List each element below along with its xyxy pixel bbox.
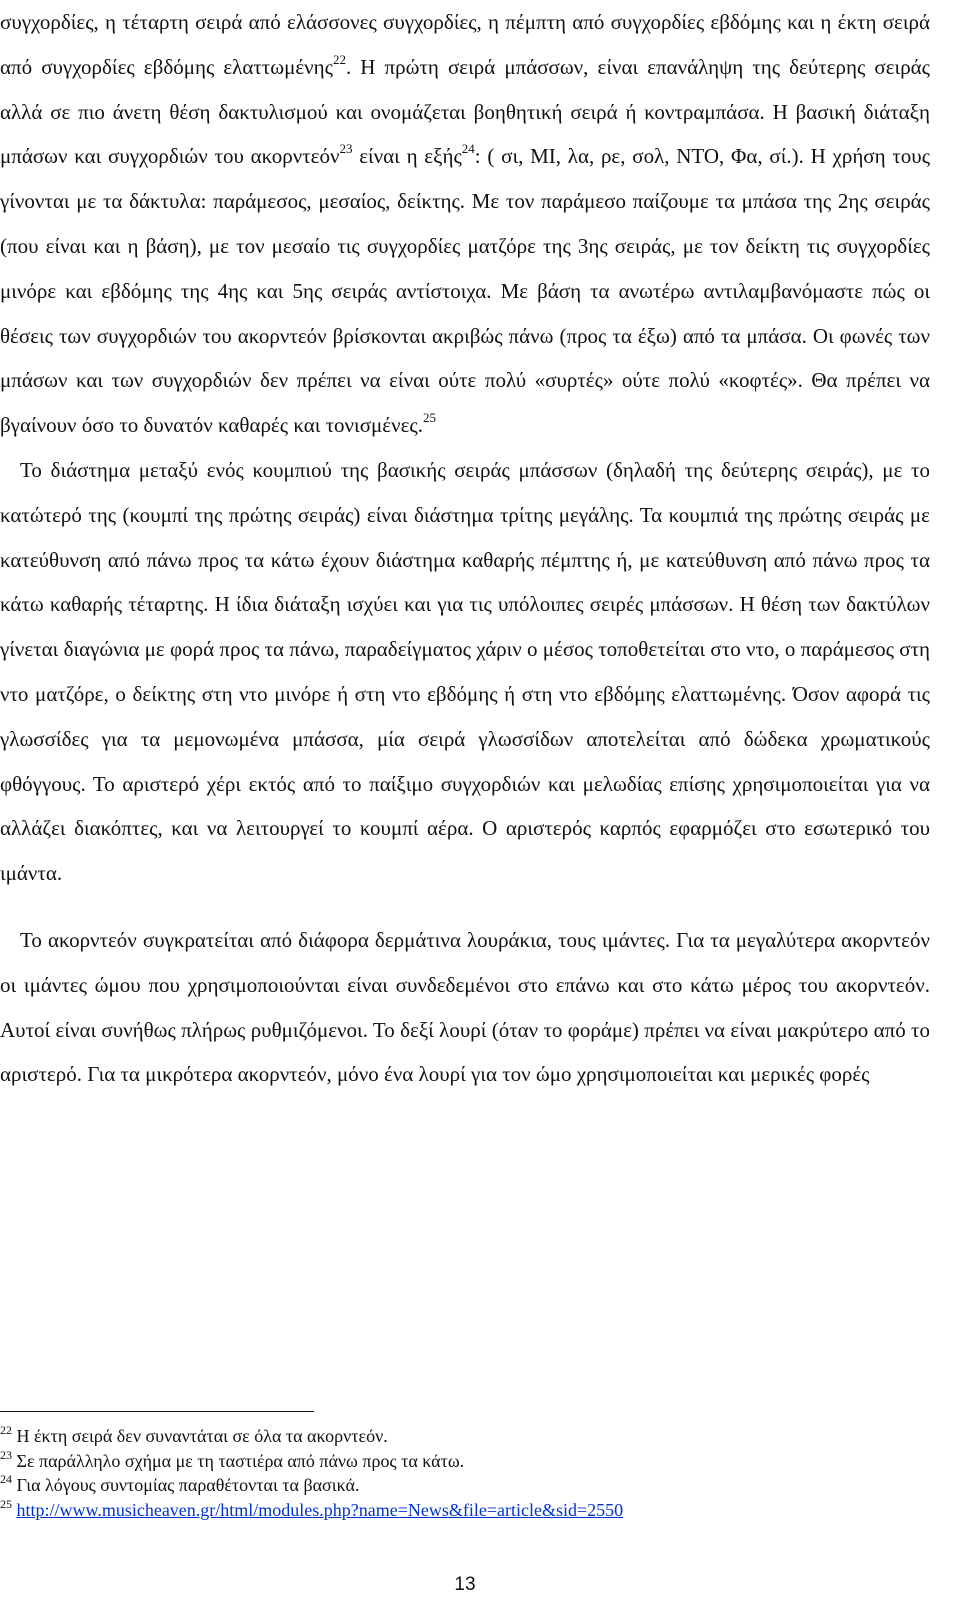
paragraph-2: Το διάστημα μεταξύ ενός κουμπιού της βασικής σειράς μπάσσων (δηλαδή της δεύτερης σειράς), με το κατώτερό της (κουμπί της πρώτης σειράς) είναι διάστημα τρίτης μεγάλης. Τα κουμπιά της πρώτης σειράς με κατεύθυνση από πάνω προς τα κάτω έχουν διάστημα καθαρής πέμπτης ή, με κατεύθυνση από πάνω προς τα κάτω καθαρής τέταρτης. Η ίδια διάταξη ισχύει και για τις υπόλοιπες σειρές μπάσσων. Η θέση των δακτύλων γίνεται διαγώνια με φορά προς τα πάνω, παραδείγματος χάριν ο μέσος τοποθετείται στο ντο, ο παράμεσος στη ντο ματζόρε, ο δείκτης στη ντο μινόρε ή στη ντο εβδόμης ή στη ντο εβδόμης ελαττωμένης. Όσον αφορά τις γλωσσίδες για τα μεμονωμένα μπάσσα, μία σειρά γλωσσίδων αποτελείται από δώδεκα χρωματικούς φθόγγους. Το αριστερό χέρι εκτός από το παίξιμο συγχορδιών και μελωδίας επίσης χρησιμοποιείται για να αλλάζει διακόπτες, και να λειτουργεί το κουμπί αέρα. Ο αριστερός καρπός εφαρμόζει στο εσωτερικό του ιμάντα. (0, 457, 930, 886)
footnote-22 (0, 1424, 930, 1449)
footnote-text: Για λόγους συντομίας παραθέτονται τα βασικά. (16, 1475, 360, 1495)
paragraph-1 (0, 0, 930, 448)
footnote-24 (0, 1473, 930, 1498)
footnote-link[interactable]: http://www.musicheaven.gr/html/modules.php?name=News&file=article&sid=2550 (16, 1499, 624, 1520)
footnote-23 (0, 1449, 930, 1474)
paragraph-1-part-2: . Η πρώτη σειρά μπάσσων, είναι επανάληψη της δεύτερης σειράς αλλά σε πιο άνετη θέση δακτυλισμού και ονομάζεται βοηθητική σειρά ή κοντραμπάσα. Η βασική διάταξη μπάσων και συγχορδιών του ακορντεόν (0, 54, 930, 169)
footnote-text: Η έκτη σειρά δεν συναντάται σε όλα τα ακορντεόν. (16, 1426, 388, 1446)
paragraph-1-part-3: είναι η εξής (352, 144, 462, 169)
paragraph-1-part-4: : ( σι, ΜΙ, λα, ρε, σολ, ΝΤΟ, Φα, σί.). Η χρήση τους γίνονται με τα δάκτυλα: παράμεσος, μεσαίος, δείκτης. Με τον παράμεσο παίζουμε τα μπάσα της 2ης σειράς (που είναι και η βάση), με τον μεσαίο τις συγχορδίες ματζόρε της 3ης σειράς, με τον δείκτη τις συγχορδίες μινόρε και εβδόμης της 4ης και 5ης σειράς αντίστοιχα. Με βάση τα ανωτέρω αντιλαμβανόμαστε πώς οι θέσεις των συγχορδιών του ακορντεόν βρίσκονται ακριβώς πάνω (προς τα έξω) από τα μπάσα. Οι φωνές των μπάσων και των συγχορδιών δεν πρέπει να είναι ούτε πολύ «συρτές» ούτε πολύ «κοφτές». Θα πρέπει να βγαίνουν όσο το δυνατόν καθαρές και τονισμένες. (0, 144, 931, 438)
footnote-number: 22 (0, 1423, 12, 1437)
footnote-ref-22[interactable]: 22 (332, 51, 346, 67)
page-number: 13 (454, 1574, 476, 1595)
footnote-number: 23 (0, 1447, 12, 1462)
footnote-number: 24 (0, 1472, 12, 1486)
footnotes (0, 1424, 930, 1522)
footnote-separator (0, 1411, 314, 1412)
paragraph-3: Το ακορντεόν συγκρατείται από διάφορα δερμάτινα λουράκια, τους ιμάντες. Για τα μεγαλύτερα ακορντεόν οι ιμάντες ώμου που χρησιμοποιούνται είναι συνδεδεμένοι στο επάνω και στο κάτω μέρος του ακορντεόν. Αυτοί είναι συνήθως πλήρως ρυθμιζόμενοι. Το δεξί λουρί (όταν το φοράμε) πρέπει να είναι μακρύτερο από το αριστερό. Για τα μικρότερα ακορντεόν, μόνο ένα λουρί για τον ώμο χρησιμοποιείται και μερικές φορές (0, 927, 930, 1087)
footnote-text: Σε παράλληλο σχήμα με τη ταστιέρα από πάνω προς τα κάτω. (16, 1450, 465, 1471)
footnote-number: 25 (0, 1496, 12, 1511)
paragraph-1-part-1: συγχορδίες, η τέταρτη σειρά από ελάσσονες συγχορδίες, η πέμπτη από συγχορδίες εβδόμης και η έκτη σειρά από συγχορδίες εβδόμης ελαττωμένης (0, 10, 930, 79)
footnote-25 (0, 1498, 930, 1523)
footnote-ref-23[interactable]: 23 (339, 141, 353, 157)
footnote-ref-25[interactable]: 25 (422, 410, 436, 426)
footnote-ref-24[interactable]: 24 (461, 141, 475, 157)
